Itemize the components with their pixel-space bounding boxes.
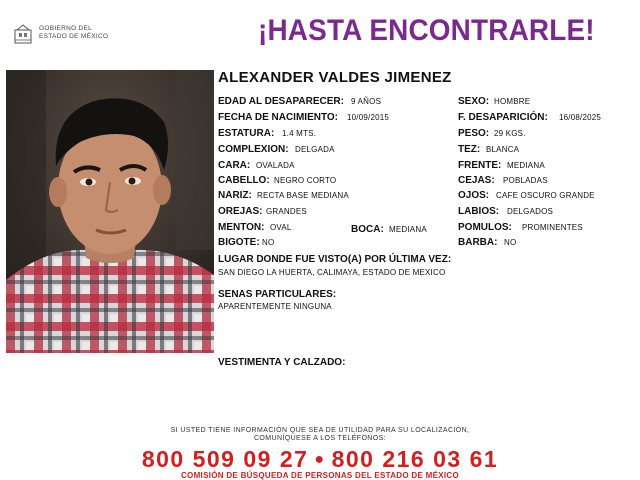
sex-label: SEXO: bbox=[458, 96, 490, 107]
sex-value: HOMBRE bbox=[494, 97, 531, 106]
cheekbones-value: PROMINENTES bbox=[522, 223, 583, 232]
info-line-1: SI USTED TIENE INFORMACIÓN QUE SEA DE UTILIDAD PARA SU LOCALIZACIÓN, bbox=[170, 427, 470, 434]
person-photo bbox=[6, 70, 214, 353]
headline: ¡HASTA ENCONTRARLE! bbox=[258, 14, 595, 47]
last-seen-label: LUGAR DONDE FUE VISTO(A) POR ÚLTIMA VEZ: bbox=[218, 254, 452, 265]
eyebrows-label: CEJAS: bbox=[458, 175, 495, 186]
skin-value: BLANCA bbox=[486, 145, 520, 154]
face-label: CARA: bbox=[218, 160, 251, 171]
build-value: DELGADA bbox=[295, 145, 335, 154]
person-name: ALEXANDER VALDES JIMENEZ bbox=[218, 69, 452, 86]
logo-line-1: GOBIERNO DEL bbox=[39, 25, 93, 32]
height-label: ESTATURA: bbox=[218, 128, 275, 139]
face-value: OVALADA bbox=[256, 161, 295, 170]
bullet-icon: ● bbox=[314, 451, 326, 468]
birthdate-label: FECHA DE NACIMIENTO: bbox=[218, 112, 338, 123]
height-value: 1.4 MTS. bbox=[282, 129, 317, 138]
last-seen-value: SAN DIEGO LA HUERTA, CALIMAYA, ESTADO DE MEXICO bbox=[218, 268, 446, 277]
phone-1: 800 509 09 27 bbox=[141, 446, 309, 472]
eyes-label: OJOS: bbox=[458, 190, 490, 201]
lips-label: LABIOS: bbox=[458, 206, 500, 217]
weight-value: 29 KGS. bbox=[494, 129, 526, 138]
ears-label: OREJAS: bbox=[218, 206, 263, 217]
build-label: COMPLEXION: bbox=[218, 144, 289, 155]
lips-value: DELGADOS bbox=[507, 207, 554, 216]
clothing-label: VESTIMENTA Y CALZADO: bbox=[218, 357, 346, 368]
coat-of-arms-icon bbox=[12, 24, 34, 44]
logo-line-2: ESTADO DE MÉXICO bbox=[39, 33, 109, 40]
skin-label: TEZ: bbox=[458, 144, 481, 155]
age-value: 9 AÑOS bbox=[351, 97, 382, 106]
hair-value: NEGRO CORTO bbox=[274, 176, 337, 185]
nose-label: NARIZ: bbox=[218, 190, 252, 201]
government-logo bbox=[12, 24, 122, 44]
forehead-value: MEDIANA bbox=[507, 161, 545, 170]
forehead-label: FRENTE: bbox=[458, 160, 502, 171]
beard-value: NO bbox=[504, 238, 517, 247]
commission-name: COMISIÓN DE BÚSQUEDA DE PERSONAS DEL ESTADO DE MÉXICO bbox=[180, 471, 459, 480]
phone-2: 800 216 03 61 bbox=[331, 446, 499, 472]
ears-value: GRANDES bbox=[266, 207, 307, 216]
chin-value: OVAL bbox=[270, 223, 292, 232]
phone-numbers bbox=[0, 446, 640, 473]
mouth-label: BOCA: bbox=[351, 224, 384, 235]
marks-label: SENAS PARTICULARES: bbox=[218, 289, 337, 300]
mustache-value: NO bbox=[262, 238, 275, 247]
marks-value: APARENTEMENTE NINGUNA bbox=[218, 302, 332, 311]
hair-label: CABELLO: bbox=[218, 175, 270, 186]
weight-label: PESO: bbox=[458, 128, 490, 139]
age-label: EDAD AL DESAPARECER: bbox=[218, 96, 344, 107]
cheekbones-label: POMULOS: bbox=[458, 222, 512, 233]
chin-label: MENTON: bbox=[218, 222, 265, 233]
disappearance-date-value: 16/08/2025 bbox=[559, 113, 602, 122]
beard-label: BARBA: bbox=[458, 237, 498, 248]
disappearance-date-label: F. DESAPARICIÓN: bbox=[458, 112, 548, 123]
birthdate-value: 10/09/2015 bbox=[347, 113, 390, 122]
info-line-2: COMUNÍQUESE A LOS TELÉFONOS: bbox=[253, 435, 387, 442]
eyebrows-value: POBLADAS bbox=[503, 176, 548, 185]
eyes-value: CAFE OSCURO GRANDE bbox=[496, 191, 595, 200]
mouth-value: MEDIANA bbox=[389, 225, 427, 234]
nose-value: RECTA BASE MEDIANA bbox=[257, 191, 349, 200]
mustache-label: BIGOTE: bbox=[218, 237, 260, 248]
